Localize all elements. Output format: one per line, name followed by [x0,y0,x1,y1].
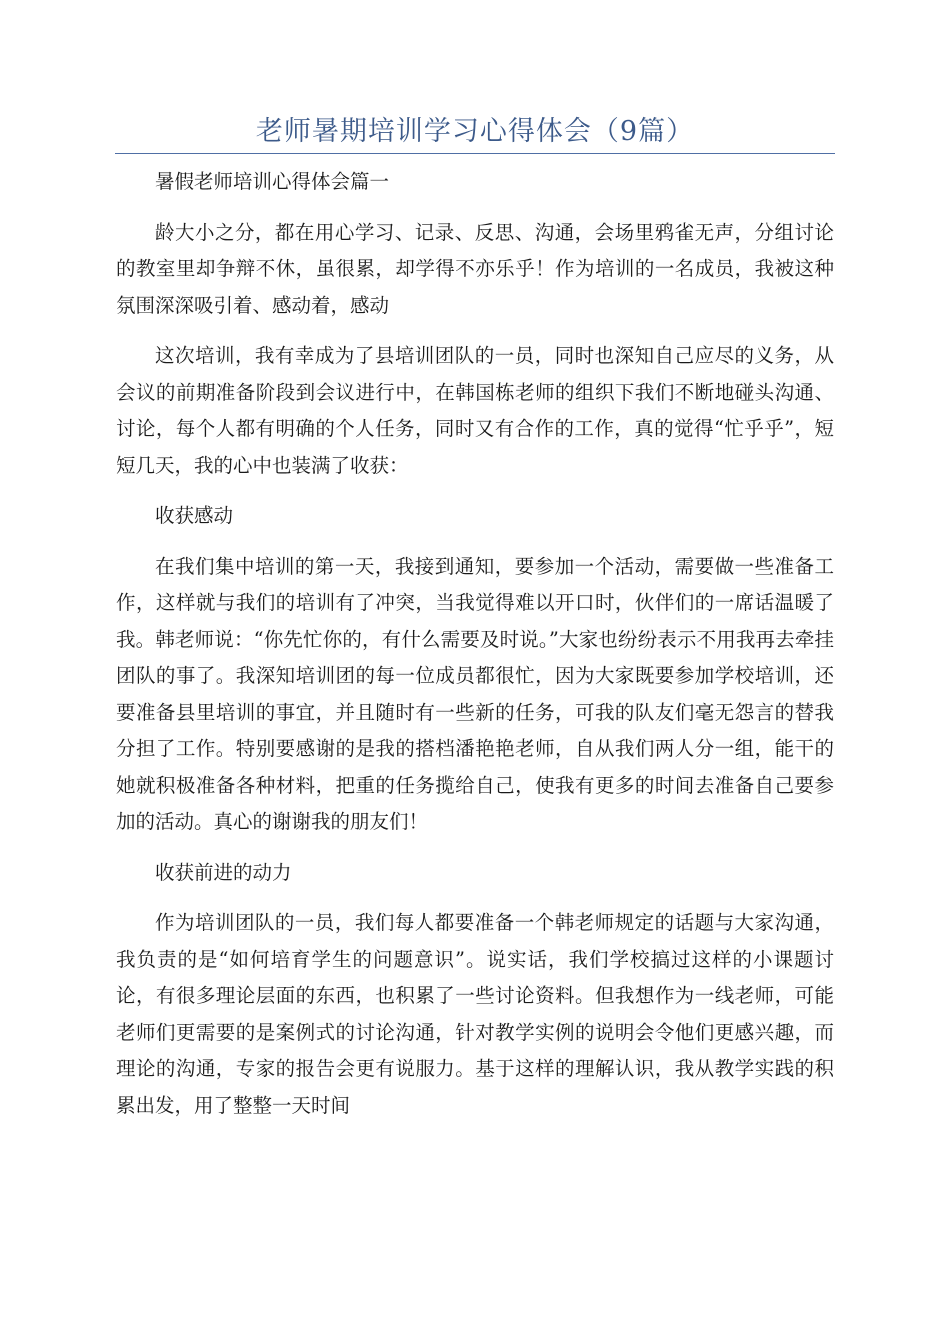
document-title: 老师暑期培训学习心得体会（9篇） [255,116,695,147]
section-heading: 收获前进的动力 [155,860,292,884]
paragraph: 这次培训，我有幸成为了县培训团队的一员，同时也深知自己应尽的义务，从会议的前期准备阶段到会议进行中，在韩国栋老师的组织下我们不断地碰头沟通、讨论，每个人都有明确的个人任务，同时又有合作的工作，真的觉得“忙乎乎”，短短几天，我的心中也装满了收获： [116,344,834,477]
paragraph: 龄大小之分，都在用心学习、记录、反思、沟通，会场里鸦雀无声，分组讨论的教室里却争辩不休，虽很累，却学得不亦乐乎！作为培训的一名成员，我被这种氛围深深吸引着、感动着，感动 [116,220,834,317]
section-heading: 收获感动 [155,504,234,527]
paragraph: 在我们集中培训的第一天，我接到通知，要参加一个活动，需要做一些准备工作，这样就与我们的培训有了冲突，当我觉得难以开口时，伙伴们的一席话温暖了我。韩老师说：“你先忙你的，有什么需要及时说。”大家也纷纷表示不用我再去牵挂团队的事了。我深知培训团的每一位成员都很忙，因为大家既要参加学校培训，还要准备县里培训的事宜，并且随时有一些新的任务，可我的队友们毫无怨言的替我分担了工作。特别要感谢的是我的搭档潘艳艳老师，自从我们两人分一组，能干的她就积极准备各种材料，把重的任务揽给自己，使我有更多的时间去准备自己要参加的活动。真心的谢谢我的朋友们！ [116,554,834,833]
section-heading: 暑假老师培训心得体会篇一 [155,170,390,193]
title-underline [115,153,835,154]
document-body [116,164,834,1138]
paragraph: 作为培训团队的一员，我们每人都要准备一个韩老师规定的话题与大家沟通，我负责的是“如何培育学生的问题意识”。说实话，我们学校搞过这样的小课题讨论，有很多理论层面的东西，也积累了一些讨论资料。但我想作为一线老师，可能老师们更需要的是案例式的讨论沟通，针对教学实例的说明会令他们更感兴趣，而理论的沟通，专家的报告会更有说服力。基于这样的理解认识，我从教学实践的积累出发，用了整整一天时间 [116,911,834,1117]
